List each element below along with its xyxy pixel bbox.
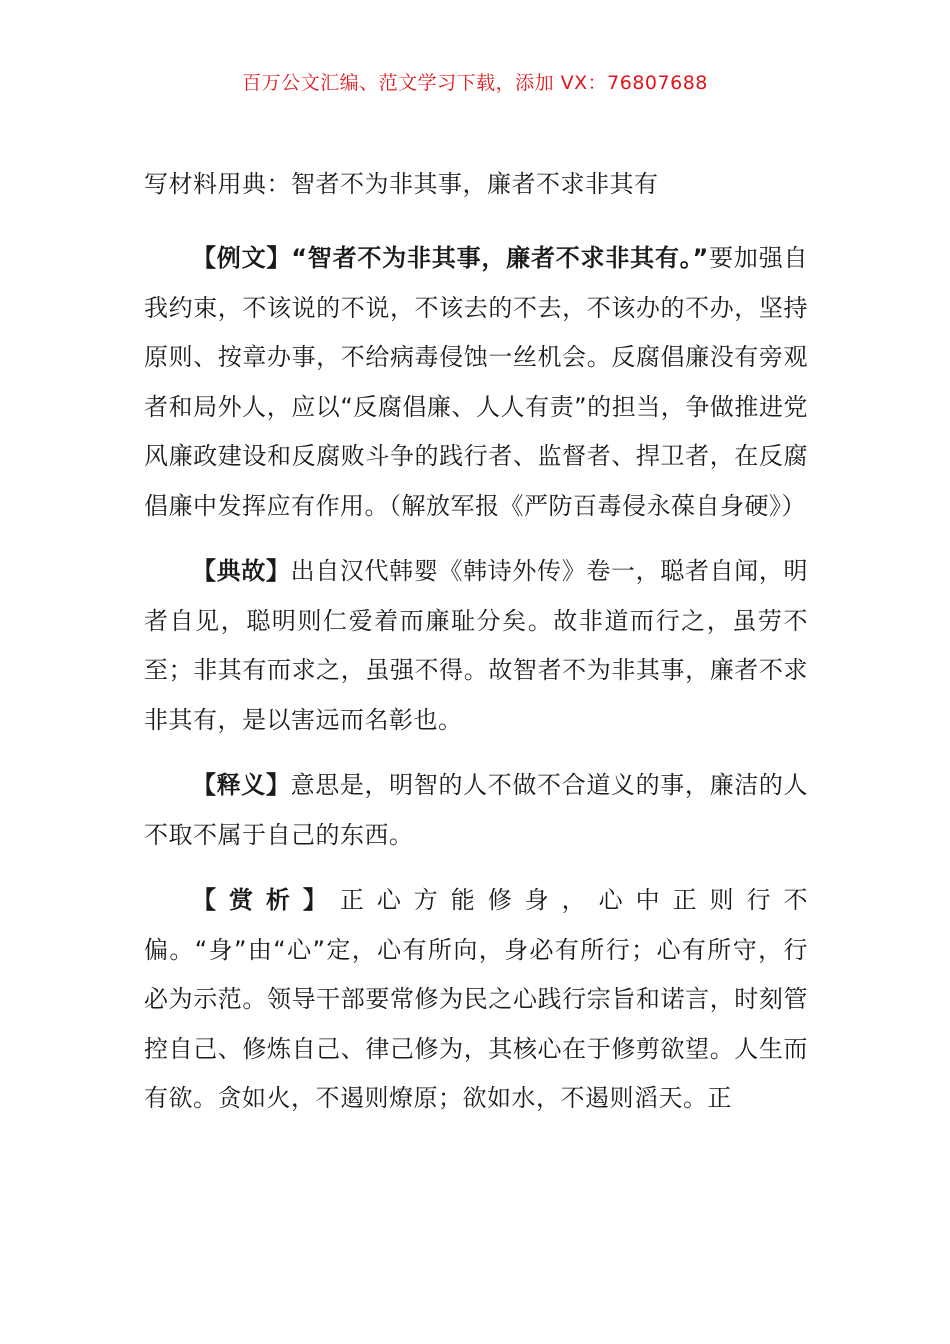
allusion-tag: 【典故】 (192, 557, 291, 585)
document-body (144, 168, 808, 1140)
document-title: 写材料用典：智者不为非其事，廉者不求非其有 (144, 170, 659, 198)
allusion-body: 出自汉代韩婴《韩诗外传》卷一，聪者自闻，明者自见，聪明则仁爱着而廉耻分矣。故非道而行之，虽劳不至；非其有而求之，虽强不得。故智者不为非其事，廉者不求非其有，是以害远而名彰也。 (144, 557, 809, 734)
example-quote: “智者不为非其事，廉者不求非其有。” (291, 244, 709, 272)
meaning-paragraph (144, 761, 808, 860)
header-banner: 百万公文汇编、范文学习下载，添加 VX：76807688 (242, 72, 708, 94)
example-body: 要加强自我约束，不该说的不说，不该去的不去，不该办的不办，坚持原则、按章办事，不给病毒侵蚀一丝机会。反腐倡廉没有旁观者和局外人，应以“反腐倡廉、人人有责”的担当，争做推进党风廉政建设和反腐败斗争的践行者、监督者、捍卫者，在反腐倡廉中发挥应有作用。（解放军报《严防百毒侵永葆自身硬》） (144, 244, 809, 520)
meaning-tag: 【释义】 (192, 771, 291, 799)
analysis-tag: 【赏析】 (192, 886, 340, 914)
analysis-body: 正心方能修身，心中正则行不偏。“身”由“心”定，心有所向，身必有所行；心有所守，行必为示范。领导干部要常修为民之心践行宗旨和诺言，时刻管控自己、修炼自己、律己修为，其核心在于修剪欲望。人生而有欲。贪如火，不遏则燎原；欲如水，不遏则滔天。正 (144, 886, 808, 1112)
meaning-body: 意思是，明智的人不做不合道义的事，廉洁的人不取不属于自己的东西。 (144, 771, 809, 849)
allusion-paragraph (144, 547, 808, 745)
example-paragraph (144, 234, 808, 531)
example-tag: 【例文】 (192, 244, 292, 272)
analysis-paragraph (144, 876, 808, 1124)
